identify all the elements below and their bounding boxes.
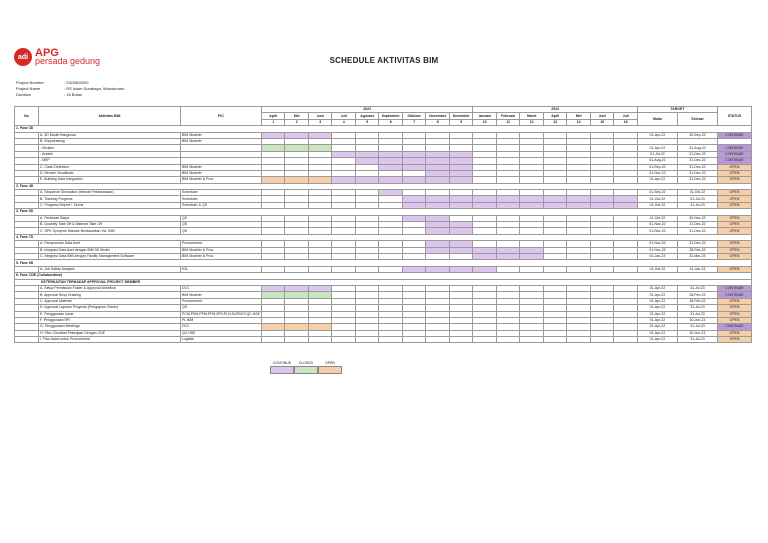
month-header: Februari [496,113,520,119]
activity-label: E. Penggunaan Issue [39,311,181,317]
end-date: 31-Jul-23 [677,337,717,343]
status-badge: OPEN [717,305,751,311]
start-date: 01-Apr-22 [637,285,677,291]
gantt-cell [426,337,450,343]
activity-label: C. Clash Detection [39,164,181,170]
pic-label: BIM Modeler [181,292,262,298]
project-info-value: : 0322800020 [64,80,89,85]
month-number: 3 [308,119,332,125]
end-date: 31-Aug-22 [677,145,717,151]
end-date: 31-Dec-22 [677,241,717,247]
start-date: 01-Oct-22 [637,266,677,272]
pic-label: Scheduler [181,196,262,202]
start-date: 01-Apr-22 [637,305,677,311]
gantt-cell [261,337,285,343]
project-info-key: Project Number [16,80,44,85]
end-date: 31-Jul-23 [677,311,717,317]
activity-label: - Arsitek [39,151,181,157]
legend-item [294,361,318,374]
month-header: Juli [332,113,356,119]
pic-label: DCC [181,285,262,291]
end-date: 31-Jul-23 [677,285,717,291]
month-header: April [543,113,567,119]
month-header: Juli [614,113,638,119]
pic-label: BIM Modeler & Proc [181,247,262,253]
status-badge: OPEN [717,215,751,221]
pic-label: BIM Modeler [181,138,262,144]
end-date: 31-Jul-23 [677,324,717,330]
end-date: 28-Feb-23 [677,298,717,304]
start-date: 01-Aug-22 [637,158,677,164]
project-info-key: Project Name [16,86,41,91]
activity-label: D. Approval Laporan Progress (Pengajuan Owner) [39,305,181,311]
end-date: 30-Jun-23 [677,317,717,323]
activity-label: A. Setup Permission Folder & Approval Workflow [39,285,181,291]
status-badge: OPEN [717,311,751,317]
activity-label: C. Integrasi Data BIM dengan Facility Management Software [39,253,181,259]
status-badge: CONTINUE [717,324,751,330]
start-date: 01-Nov-22 [637,170,677,176]
month-number: 14 [567,119,591,125]
month-header: Maret [520,113,544,119]
month-number: 11 [496,119,520,125]
year-2022-header: 2022 [261,107,473,113]
month-header: Mei [567,113,591,119]
end-header: Selesai [677,113,717,126]
start-date: 01-Oct-22 [637,215,677,221]
end-date: 31-Dec-22 [677,164,717,170]
activity-label: C. SPK Gyropme Mandor Berdasarkan Vol. BIM [39,228,181,234]
month-header: November [426,113,450,119]
start-date: 01-Jul-22 [637,151,677,157]
month-header: Desember [449,113,473,119]
status-badge: OPEN [717,330,751,336]
legend-swatch [270,366,294,374]
activity-label: A. Job Safety Analysis [39,266,181,272]
gantt-cell [567,337,591,343]
end-date: 31-Mar-23 [677,253,717,259]
end-date: 31-Jul-23 [677,305,717,311]
legend-label: CLOSED [298,361,314,365]
logo-name: APG [35,47,59,59]
month-number: 12 [520,119,544,125]
pic-label: QS [181,228,262,234]
start-date: 01-Nov-22 [637,247,677,253]
gantt-cell [543,337,567,343]
start-date: 01-Oct-22 [637,202,677,208]
activity-label: A. Sequence Simulation (Metode Pelaksanaan) [39,190,181,196]
logo-subtitle: persada gedung [35,56,101,66]
activity-label: D. Render Visualisasi [39,170,181,176]
start-date: 01-Oct-22 [637,196,677,202]
start-date: 01-Nov-22 [637,228,677,234]
pic-label: Procurement [181,298,262,304]
month-header: Mei [285,113,309,119]
status-badge: OPEN [717,170,751,176]
start-date: 01-Apr-22 [637,145,677,151]
legend [270,361,342,374]
month-number: 4 [332,119,356,125]
start-date: 01-Apr-22 [637,317,677,323]
pic-label: BIM Modeler [181,170,262,176]
pic-label: BIM Modeler [181,132,262,138]
status-badge: OPEN [717,196,751,202]
end-date: 28-Feb-23 [677,292,717,298]
status-badge: OPEN [717,317,751,323]
start-date: 01-Apr-22 [637,330,677,336]
status-badge: CONTINUE [717,145,751,151]
status-badge: OPEN [717,241,751,247]
status-badge: OPEN [717,247,751,253]
start-date: 01-Apr-22 [637,298,677,304]
gantt-cell [614,337,638,343]
start-date: 01-Apr-22 [637,177,677,183]
legend-swatch [294,366,318,374]
start-date: 01-Apr-22 [637,132,677,138]
status-badge: OPEN [717,253,751,259]
end-date: 30-Jun-23 [677,330,717,336]
status-badge: CONTINUE [717,292,751,298]
start-date: 01-Sep-22 [637,164,677,170]
end-date: 31-Dec-22 [677,151,717,157]
start-date: 01-Apr-22 [637,311,677,317]
gantt-cell [285,337,309,343]
activity-label: H. Fitur Checklist Pekerjaan Dengan CDE [39,330,181,336]
gantt-cell [332,337,356,343]
status-badge: OPEN [717,190,751,196]
month-header: Januari [473,113,497,119]
end-date: 30-Sep-22 [677,132,717,138]
pic-label: DCC [181,324,262,330]
pic-label: BIM Modeler & Proc [181,253,262,259]
project-info-value: : 16 Bulan [64,92,83,97]
phase-heading: 4. Fase 7D [15,234,752,240]
status-header: STATUS [717,107,751,126]
start-date: 01-Jan-23 [637,253,677,259]
pic-label: QS [181,222,262,228]
start-date: 01-Apr-22 [637,337,677,343]
col-no-header: No [15,107,39,126]
pic-label: Scheduler [181,190,262,196]
activity-label: - Struktur [39,145,181,151]
end-date: 31-Jan-23 [677,266,717,272]
activity-label: I. Fitur Asset untuk Procurement [39,337,181,343]
month-number: 15 [590,119,614,125]
month-number: 2 [285,119,309,125]
schedule-table [14,106,752,343]
activity-label: C. Progress Report + Drone [39,202,181,208]
activity-label: A. Perkiraan Biaya [39,215,181,221]
status-badge: CONTINUE [717,132,751,138]
project-info-key: Duration [16,92,32,97]
phase-heading: 1. Fase 3D [15,126,752,132]
gantt-cell [402,337,426,343]
status-badge: CONTINUE [717,285,751,291]
pic-label: QC,HSE [181,330,262,336]
month-header: Agustus [355,113,379,119]
activity-label: - MEP [39,158,181,164]
pic-label: PCM,PEM,PPM,PFM,SPV,PLN,SURVEY,QC,HSE [182,311,260,316]
month-number: 8 [426,119,450,125]
end-date: 31-Dec-22 [677,222,717,228]
end-date: 31-Dec-22 [677,228,717,234]
end-date: 31-Dec-22 [677,177,717,183]
activity-label: E. Building Data Integration [39,177,181,183]
status-badge: OPEN [717,164,751,170]
activity-label: A. Penyusunan Data Aset [39,241,181,247]
project-info-row [16,92,124,98]
project-info [16,80,124,98]
end-date: 31-Oct-22 [677,190,717,196]
status-badge: CONTINUE [717,151,751,157]
phase-heading: 6. Fase CDE (Collaboration) [15,273,752,279]
gantt-cell [473,337,497,343]
pic-label: BIM Modeler [181,164,262,170]
month-number: 13 [543,119,567,125]
phase-heading: 3. Fase 5D [15,209,752,215]
phase-heading: 2. Fase 4D [15,183,752,189]
status-badge: OPEN [717,298,751,304]
gantt-cell [308,337,332,343]
col-activity-header: Aktivitas BIM [39,107,181,126]
start-date: 01-Nov-22 [637,241,677,247]
start-date: 01-Apr-22 [637,292,677,298]
pic-label: QS [181,305,262,311]
end-date: 31-Jul-23 [677,196,717,202]
pic-label: BIM Modeler & Proc [181,177,262,183]
gantt-cell [355,337,379,343]
status-badge: OPEN [717,202,751,208]
activity-label: B. Shopdrawing [39,138,181,144]
page-title: SCHEDULE AKTIVITAS BIM [329,56,439,65]
month-header: April [261,113,285,119]
activity-label: A. 3D Model Bangunan [39,132,181,138]
month-header: Juni [590,113,614,119]
gantt-cell [590,337,614,343]
logo-badge: adi [14,48,32,66]
activity-label: B. Integrasi Data Aset dengan BIM 3D Model [39,247,181,253]
month-number: 10 [473,119,497,125]
legend-label: CONTINUE [272,361,292,365]
status-badge: OPEN [717,266,751,272]
legend-label: OPEN [325,361,335,365]
month-number: 9 [449,119,473,125]
status-badge: CONTINUE [717,158,751,164]
col-pic-header: PIC [181,107,262,126]
month-number: 1 [261,119,285,125]
status-badge: OPEN [717,177,751,183]
status-badge: OPEN [717,228,751,234]
year-2023-header: 2023 [473,107,638,113]
month-header: September [379,113,403,119]
pic-label: Logistik [181,337,262,343]
phase-heading: 5. Fase 6D [15,260,752,266]
start-date: 01-Nov-22 [637,222,677,228]
gantt-cell [496,337,520,343]
gantt-cell [449,337,473,343]
pic-label: Procurement [181,241,262,247]
gantt-cell [520,337,544,343]
gantt-cell [379,337,403,343]
status-badge: OPEN [717,222,751,228]
legend-swatch [318,366,342,374]
month-header: Juni [308,113,332,119]
legend-item [318,361,342,374]
month-number: 7 [402,119,426,125]
activity-label: B. Tracking Progress [39,196,181,202]
sub-heading: KETERKAITAN TERHADAP APPROVAL PROJECT MEMBER [15,279,752,285]
end-date: 31-Dec-22 [677,158,717,164]
activity-label: B. Approval Shop Drawing [39,292,181,298]
start-header: Mulai [637,113,677,126]
row-no [15,337,39,343]
month-number: 6 [379,119,403,125]
status-badge: OPEN [717,337,751,343]
month-number: 5 [355,119,379,125]
table-row [15,337,752,343]
pic-label: K3L [181,266,262,272]
end-date: 31-Jul-23 [677,202,717,208]
legend-item [270,361,294,374]
activity-label: F. Penggunaan RFI [39,317,181,323]
month-header: Oktober [402,113,426,119]
end-date: 28-Feb-23 [677,247,717,253]
pic-label: Scheduler & QS [181,202,262,208]
pic-label: PL BIM [181,317,262,323]
pic-label: QS [181,215,262,221]
start-date: 01-Sep-22 [637,190,677,196]
end-date: 30-Nov-22 [677,215,717,221]
activity-label: G. Penggunaan Meetings [39,324,181,330]
activity-label: B. Quantity Take Off & Material Take Off [39,222,181,228]
project-info-value: : RS Islam Surabaya, Wonokromo [64,86,125,91]
activity-label: C. Approval Material [39,298,181,304]
target-header: TARGET [637,107,717,113]
end-date: 31-Dec-22 [677,170,717,176]
start-date: 01-Apr-22 [637,324,677,330]
month-number: 16 [614,119,638,125]
